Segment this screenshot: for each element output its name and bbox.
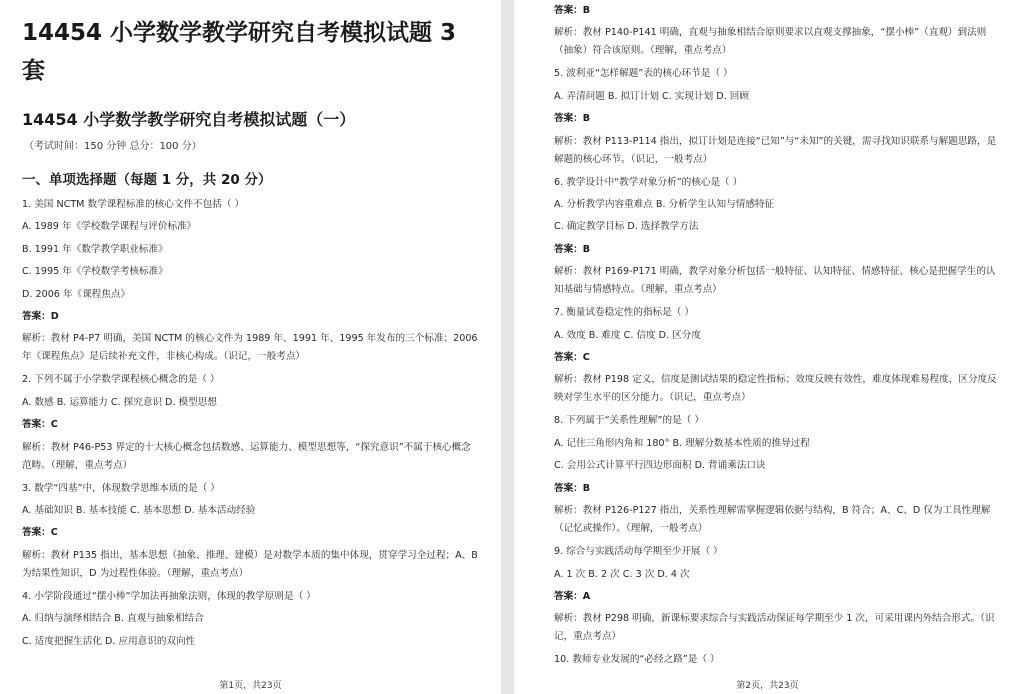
explanation-text: 解析：教材 P135 指出，基本思想（抽象、推理、建模）是对数学本质的集中体现，贯穿学习全过程；A、B 为结果性知识，D 为过程性体验。（理解，重点考点） [22,549,478,579]
explanation-text: 解析：教材 P198 定义，信度是测试结果的稳定性指标；效度反映有效性，难度体现难易程度，区分度反映对学生水平的区分能力。（识记，重点考点） [554,374,997,404]
question-text: 5. 波利亚“怎样解题”表的核心环节是（ ） [554,68,733,80]
option-text: D. 2006 年《课程焦点》 [22,288,131,300]
question-text: 7. 衡量试卷稳定性的指标是（ ） [554,307,694,319]
question-text: 8. 下列属于“关系性理解”的是（ ） [554,415,704,427]
option-text: A. 1989 年《学校数学课程与评价标准》 [22,221,197,233]
question-text: 2. 下列不属于小学数学课程核心概念的是（ ） [22,374,220,386]
answer-text: 答案：D [22,311,59,323]
page-2-content [554,0,1003,672]
option-text: A. 数感 B. 运算能力 C. 探究意识 D. 模型思想 [22,396,217,408]
answer-text: 答案：B [554,113,591,125]
option-text: A. 分析教学内容重难点 B. 分析学生认知与情感特征 [554,199,775,211]
explanation-text: 解析：教材 P4-P7 明确，美国 NCTM 的核心文件为 1989 年、1991 年、1995 年发布的三个标准；2006 年《课程焦点》是后续补充文件，非核心构成。（识记，一般考点） [22,333,478,363]
answer-text: 答案：B [554,482,591,494]
explanation-text: 解析：教材 P169-P171 明确，教学对象分析包括一般特征、认知特征、情感特征，核心是把握学生的认知基础与情感特点。（理解，重点考点） [554,266,996,296]
option-text: A. 1 次 B. 2 次 C. 3 次 D. 4 次 [554,568,690,580]
question-text: 9. 综合与实践活动每学期至少开展（ ） [554,546,723,558]
question-text: 1. 美国 NCTM 数学课程标准的核心文件不包括（ ） [22,199,245,210]
explanation-text: 解析：教材 P126-P127 指出，关系性理解需掌握逻辑依据与结构，B 符合；A、C、D 仅为工具性理解（记忆或操作）。（理解，一般考点） [554,505,991,535]
question-text: 6. 教学设计中“教学对象分析”的核心是（ ） [554,176,743,188]
option-text: C. 适度把握生活化 D. 应用意识的双向性 [22,635,196,647]
option-text: A. 记住三角形内角和 180° B. 理解分数基本性质的推导过程 [554,437,810,449]
option-text: C. 1995 年《学校数学考核标准》 [22,266,168,278]
question-text: 10. 教师专业发展的“必经之路”是（ ） [554,654,720,666]
option-text: C. 会用公式计算平行四边形面积 D. 背诵乘法口诀 [554,460,766,472]
option-text: C. 确定教学目标 D. 选择教学方法 [554,221,699,233]
section-title: 一、单项选择题（每题 1 分，共 20 分） [22,172,272,188]
answer-text: 答案：A [554,590,591,602]
question-text: 4. 小学阶段通过“摆小棒”学加法再抽象法则，体现的教学原则是（ ） [22,590,316,602]
explanation-text: 解析：教材 P298 明确，新课标要求综合与实践活动保证每学期至少 1 次，可采用课内外结合形式。（识记，重点考点） [554,613,995,643]
answer-text: 答案：B [554,243,591,255]
explanation-text: 解析：教材 P46-P53 界定的十大核心概念包括数感、运算能力、模型思想等，“探究意识”不属于核心概念范畴。（理解，重点考点） [22,441,471,471]
page-1-content [22,194,479,653]
option-text: B. 1991 年《数学教学职业标准》 [22,243,168,255]
document-page-1 [0,0,501,694]
question-text: 3. 数学“四基”中，体现数学思维本质的是（ ） [22,482,220,494]
page-number-footer: 第1页，共23页 [219,681,282,691]
answer-text: 答案：C [554,352,590,364]
answer-text: 答案：B [554,5,591,16]
exam-info: （考试时间：150 分钟 总分：100 分） [24,141,202,152]
option-text: A. 基础知识 B. 基本技能 C. 基本思想 D. 基本活动经验 [22,505,256,517]
exam-subtitle: 14454 小学数学教学研究自考模拟试题（一） [22,110,356,129]
answer-text: 答案：C [22,527,58,539]
option-text: A. 归纳与演绎相结合 B. 直观与抽象相结合 [22,613,204,625]
document-page-2 [514,0,1021,694]
page-number-footer: 第2页，共23页 [736,681,799,691]
document-title: 14454 小学数学教学研究自考模拟试题 3 套 [22,20,457,84]
explanation-text: 解析：教材 P113-P114 指出，拟订计划是连接“已知”与“未知”的关键，需寻找知识联系与解题思路，是解题的核心环节。（识记，一般考点） [554,135,997,165]
option-text: A. 弄清问题 B. 拟订计划 C. 实现计划 D. 回顾 [554,90,749,102]
answer-text: 答案：C [22,419,58,431]
option-text: A. 效度 B. 难度 C. 信度 D. 区分度 [554,329,701,341]
explanation-text: 解析：教材 P140-P141 明确，直观与抽象相结合原则要求以直观支撑抽象，“摆小棒”（直观）到法则（抽象）符合该原则。（理解，重点考点） [554,27,987,57]
